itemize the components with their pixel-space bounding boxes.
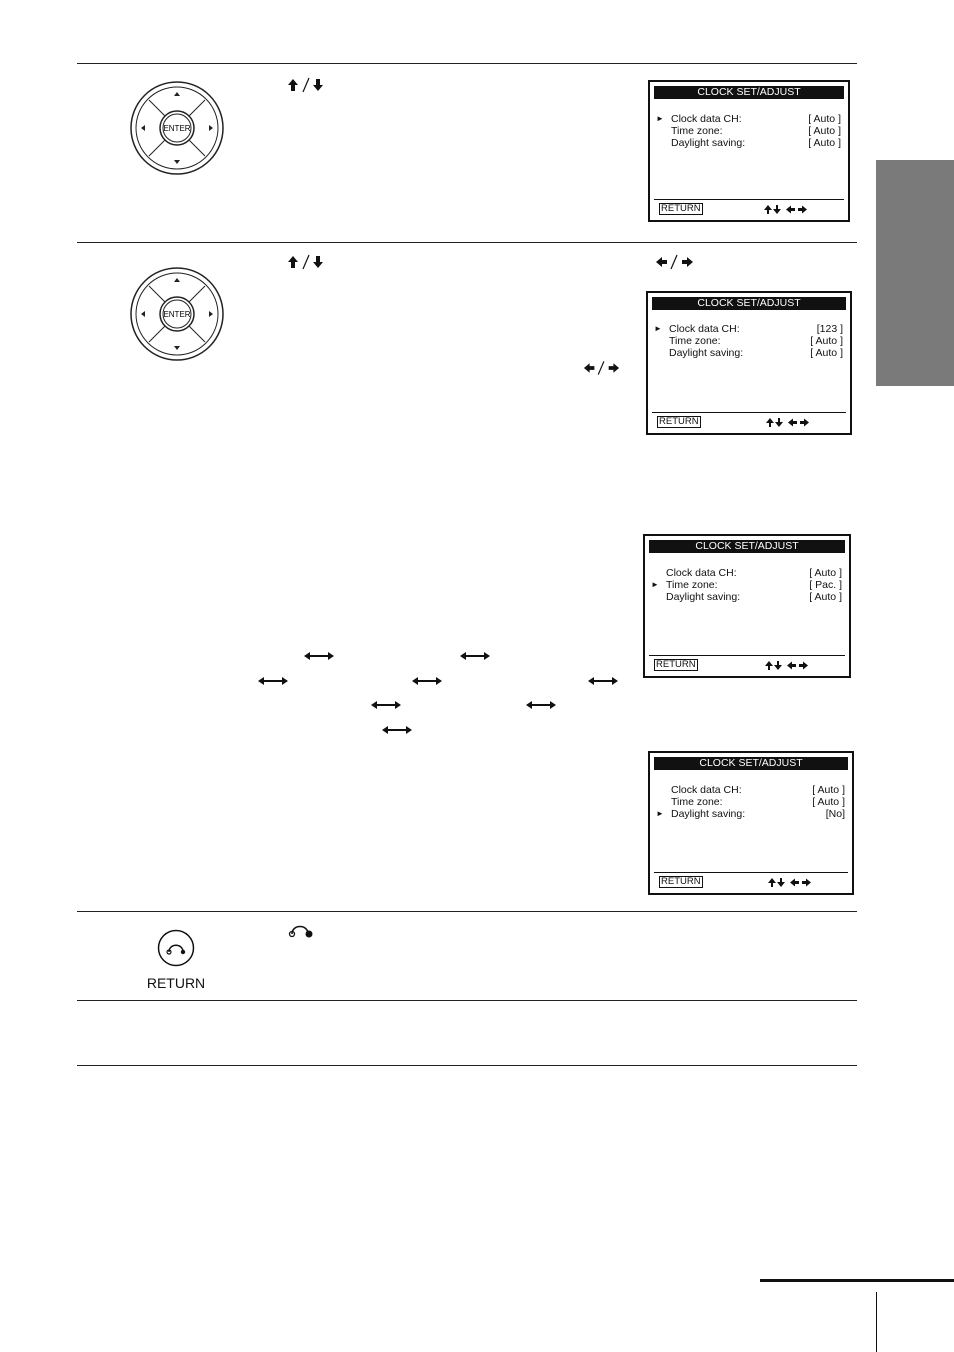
- remote-dial-icon: [129, 80, 225, 176]
- return-label: RETURN: [146, 975, 206, 991]
- remote-dial-icon: [129, 266, 225, 362]
- row-value: [ Pac. ]: [809, 579, 842, 591]
- divider-step4: [77, 1000, 857, 1001]
- row-value: [ Auto ]: [809, 591, 842, 603]
- row-value: [ Auto ]: [808, 125, 841, 137]
- left-right-arrow-icon: [655, 254, 695, 270]
- row-label: Daylight saving:: [669, 347, 744, 359]
- nav-arrows-icon: [768, 877, 812, 888]
- osd-title: CLOCK SET/ADJUST: [652, 297, 846, 310]
- osd-row: [650, 808, 852, 820]
- osd-row: [650, 796, 852, 808]
- double-arrow-icon: [587, 675, 619, 687]
- row-label: Clock data CH:: [669, 323, 740, 335]
- osd-rule: [649, 655, 845, 656]
- osd-title: CLOCK SET/ADJUST: [649, 540, 845, 553]
- row-pointer-icon: ►: [654, 324, 662, 333]
- row-label: Time zone:: [666, 579, 718, 591]
- row-value: [ Auto ]: [812, 796, 845, 808]
- osd-row: [648, 347, 850, 359]
- osd-row: [650, 784, 852, 796]
- osd-rule: [652, 412, 846, 413]
- divider-step3: [77, 911, 857, 912]
- double-arrow-icon: [525, 699, 557, 711]
- row-value: [ Auto ]: [812, 784, 845, 796]
- osd-screen-1: [648, 80, 850, 222]
- divider-top: [77, 63, 857, 64]
- row-value: [ Auto ]: [808, 137, 841, 149]
- osd-row: [645, 579, 849, 591]
- osd-screen-3: [643, 534, 851, 678]
- nav-arrows-icon: [766, 417, 810, 428]
- osd-row: [650, 137, 848, 149]
- osd-row: [648, 323, 850, 335]
- row-value: [No]: [825, 808, 845, 820]
- row-label: Clock data CH:: [666, 567, 737, 579]
- osd-title: CLOCK SET/ADJUST: [654, 86, 844, 99]
- row-label: Time zone:: [669, 335, 721, 347]
- osd-row: [648, 335, 850, 347]
- row-label: Daylight saving:: [671, 137, 746, 149]
- left-right-arrow-icon: [583, 360, 621, 376]
- row-value: [123 ]: [816, 323, 843, 335]
- footer-divider: [876, 1292, 877, 1352]
- row-value: [ Auto ]: [809, 567, 842, 579]
- row-value: [ Auto ]: [808, 113, 841, 125]
- osd-rule: [654, 872, 848, 873]
- osd-screen-4: [648, 751, 854, 895]
- row-label: Time zone:: [671, 125, 723, 137]
- osd-return-button: RETURN: [656, 659, 696, 670]
- row-label: Daylight saving:: [666, 591, 741, 603]
- double-arrow-icon: [370, 699, 402, 711]
- enter-label: ENTER: [163, 124, 191, 133]
- row-value: [ Auto ]: [810, 347, 843, 359]
- nav-arrows-icon: [764, 204, 808, 215]
- osd-return-button: RETURN: [661, 203, 701, 214]
- double-arrow-icon: [411, 675, 443, 687]
- double-arrow-icon: [257, 675, 289, 687]
- osd-row: [645, 567, 849, 579]
- row-label: Clock data CH:: [671, 113, 742, 125]
- row-pointer-icon: ►: [656, 809, 664, 818]
- up-down-arrow-icon: [287, 77, 327, 93]
- osd-title: CLOCK SET/ADJUST: [654, 757, 848, 770]
- row-pointer-icon: ►: [656, 114, 664, 123]
- row-label: Daylight saving:: [671, 808, 746, 820]
- row-label: Time zone:: [671, 796, 723, 808]
- row-pointer-icon: ►: [651, 580, 659, 589]
- row-label: Clock data CH:: [671, 784, 742, 796]
- divider-bottom: [77, 1065, 857, 1066]
- osd-rule: [654, 199, 844, 200]
- osd-screen-2: [646, 291, 852, 435]
- section-tab: [876, 160, 954, 386]
- double-arrow-icon: [303, 650, 335, 662]
- divider-step2: [77, 242, 857, 243]
- double-arrow-icon: [459, 650, 491, 662]
- osd-row: [645, 591, 849, 603]
- enter-label: ENTER: [163, 310, 191, 319]
- osd-row: [650, 125, 848, 137]
- double-arrow-icon: [381, 724, 413, 736]
- osd-row: [650, 113, 848, 125]
- footer-rule: [760, 1279, 954, 1282]
- osd-return-button: RETURN: [661, 876, 701, 887]
- nav-arrows-icon: [765, 660, 809, 671]
- return-button-icon: [157, 929, 195, 967]
- row-value: [ Auto ]: [810, 335, 843, 347]
- osd-return-button: RETURN: [659, 416, 699, 427]
- up-down-arrow-icon: [287, 254, 327, 270]
- return-symbol-icon: [287, 921, 317, 939]
